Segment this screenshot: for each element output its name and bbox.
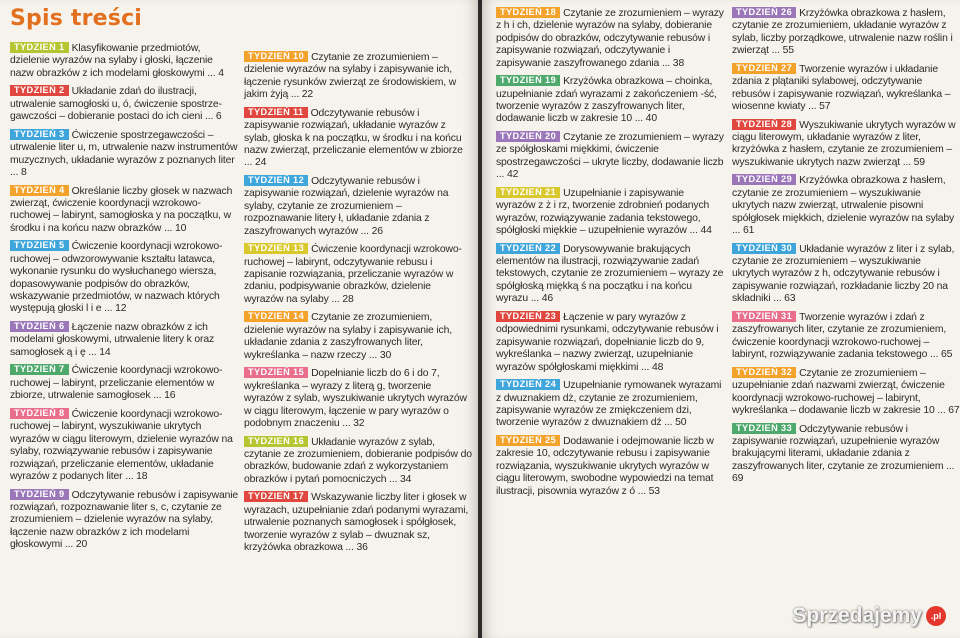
- toc-entry: [496, 75, 724, 126]
- toc-entry-text: Ćwiczenie koordynacji wzrokowo-ruchowej – labirynt, wyszukiwanie ukrytych wyrazów w ciągu literowym, dzielenie wyrazów na sylaby, rozwiązywanie rebusów i zapisywanie rozwiązań, przeliczanie elementów, układanie wyrazów z podanych liter ... 18: [10, 408, 233, 482]
- toc-entry-text: Dodawanie i odejmowanie liczb w zakresie 10, odczytywanie rebusu i zapisywanie rozwiązania, wyszukiwanie ukrytych wyrazów w ciągu literowym, swobodne wypowiedzi na temat ilustracji, pisownia wyrazów z ó ... 53: [496, 435, 714, 497]
- week-badge: TYDZIEŃ 25: [496, 435, 560, 446]
- toc-entry: [732, 311, 960, 362]
- toc-entry: [496, 243, 724, 306]
- toc-entry-text: Łączenie nazw obrazków z ich modelami głoskowymi, utrwalenie litery k oraz samogłosek ą i ę ... 14: [10, 322, 215, 358]
- toc-entry: [496, 187, 724, 238]
- toc-entry-text: Klasyfikowanie przedmiotów, dzielenie wyrazów na sylaby i głoski, łączenie nazw obrazków z ich modelami głoskowymi ... 4: [10, 43, 224, 79]
- week-badge: TYDZIEŃ 9: [10, 489, 69, 500]
- toc-entry-text: Krzyżówka obrazkowa z hasłem, czytanie ze zrozumieniem, układanie wyrazów z sylab, liczby porządkowe, utrwalenie nazw roślin i zwierząt ... 55: [732, 8, 953, 57]
- toc-entry: [10, 85, 238, 123]
- week-badge: TYDZIEŃ 22: [496, 243, 560, 254]
- week-badge: TYDZIEŃ 14: [244, 311, 308, 322]
- toc-column-1: [10, 42, 238, 557]
- toc-entry: [10, 408, 238, 483]
- week-badge: TYDZIEŃ 16: [244, 436, 308, 447]
- toc-entry-text: Ćwiczenie koordynacji wzrokowo-ruchowej – labirynt, odczytywanie rebusu i zapisanie rozwiązania, przeliczanie wyrazów w zdaniu, podpisywanie obrazków, dzielenie wyrazów na sylaby ... 28: [244, 244, 462, 305]
- week-badge: TYDZIEŃ 30: [732, 243, 796, 254]
- toc-entry-text: Łączenie w pary wyrazów z odpowiednimi rysunkami, odczytywanie rebusów i zapisywanie rozwiązań, dopełnianie liczb do 9, wykreślanka – nazwy zwierząt, uzupełnianie wyrazów spółgłoskami miękkimi ... 48: [496, 311, 719, 373]
- week-badge: TYDZIEŃ 28: [732, 119, 796, 130]
- right-page: [482, 0, 960, 638]
- toc-entry-text: Ćwiczenie koordynacji wzrokowo-ruchowej – labirynt, przeliczanie elementów w zbiorze, utrwalenie samogłosek ... 16: [10, 365, 223, 402]
- toc-entry: [10, 489, 238, 552]
- week-badge: TYDZIEŃ 26: [732, 7, 796, 18]
- toc-entry-text: Czytanie ze zrozumieniem – wyrazy ze spółgłoskami miękkimi, ćwiczenie spostrzegawczości – ukryte liczby, dodawanie liczb ... 42: [496, 132, 724, 181]
- toc-column-2: [244, 51, 472, 560]
- week-badge: TYDZIEŃ 6: [10, 321, 69, 332]
- toc-entry-text: Dorysowywanie brakujących elementów na ilustracji, rozwiązywanie zadań tekstowych, czytanie ze zrozumieniem – wyrazy ze spółgłoską miękką ś na początku i na końcu wyrazu ... 46: [496, 243, 724, 305]
- toc-entry: [732, 423, 960, 486]
- toc-entry: [496, 435, 724, 498]
- toc-entry-text: Krzyżówka obrazkowa z hasłem, czytanie ze zrozumieniem – wyszukiwanie ukrytych nazw zwierząt, utrwalenie pisowni spółgłosek miękkich, dzielenie wyrazów na sylaby ... 61: [732, 175, 955, 237]
- week-badge: TYDZIEŃ 4: [10, 185, 69, 196]
- toc-entry: [244, 107, 472, 170]
- week-badge: TYDZIEŃ 2: [10, 85, 69, 96]
- toc-entry-text: Ćwiczenie spostrzegawczości – utrwalenie liter u, m, utrwalenie nazw instrumentów muzycznych, układanie wyrazów z poznanych liter ... 8: [10, 129, 238, 179]
- week-badge: TYDZIEŃ 8: [10, 408, 69, 419]
- week-badge: TYDZIEŃ 32: [732, 367, 796, 378]
- toc-entry-text: Czytanie ze zrozumieniem – dzielenie wyrazów na sylaby i zapisywanie ich, łączenie rysunków zwierząt ze środowiskiem, w jakim żyją ... 22: [244, 52, 457, 101]
- toc-entry: [732, 174, 960, 237]
- week-badge: TYDZIEŃ 3: [10, 129, 69, 140]
- toc-entry: [732, 243, 960, 306]
- week-badge: TYDZIEŃ 24: [496, 379, 560, 390]
- toc-entry-text: Czytanie ze zrozumieniem, dzielenie wyrazów na sylaby i zapisywanie ich, układanie zdania z zaszyfrowanych liter, wykreślanka – nazw rzeczy ... 30: [244, 312, 452, 361]
- toc-entry-text: Odczytywanie rebusów i zapisywanie rozwiązań, dzielenie wyrazów na sylaby, czytanie ze zrozumieniem – rozpoznawanie litery ł, układanie zdania z zaszyfrowanych wyrazów ... 26: [244, 176, 449, 237]
- week-badge: TYDZIEŃ 18: [496, 7, 560, 18]
- toc-entry: [732, 367, 960, 418]
- toc-entry-text: Ćwiczenie koordynacji wzrokowo-ruchowej – odwzorowywanie kształtu latawca, wykonanie rysunku do wysłuchanego wiersza, dopasowywanie podpisów do obrazków, wskazywanie przedmiotów, w nazwach których występują głoski l i e ... 12: [10, 241, 223, 315]
- week-badge: TYDZIEŃ 12: [244, 175, 308, 186]
- toc-entry: [244, 367, 472, 430]
- week-badge: TYDZIEŃ 7: [10, 364, 69, 375]
- toc-entry-text: Krzyżówka obrazkowa – choinka, uzupełnianie zdań wyrazami z zakończeniem -ść, tworzenie wyrazów z zaszyfrowanych liter, dodawanie liczb w zakresie 10 ... 40: [496, 76, 717, 125]
- watermark-badge: .pl: [926, 606, 946, 626]
- toc-entry-text: Czytanie ze zrozumieniem – uzupełnianie zdań nazwami zwierząt, ćwiczenie koordynacji wzrokowo-ruchowej – labirynt, wykreślanka – dodawanie liczb w zakresie 10 ... 67: [732, 367, 960, 416]
- toc-entry-text: Określanie liczby głosek w nazwach zwierząt, ćwiczenie koordynacji wzrokowo-ruchowej – labirynt, samogłoska y na początku, w środku i na końcu nazw obrazków ... 10: [10, 185, 233, 234]
- week-badge: TYDZIEŃ 29: [732, 174, 796, 185]
- week-badge: TYDZIEŃ 1: [10, 42, 69, 53]
- toc-entry-text: Wskazywanie liczby liter i głosek w wyrazach, uzupełnianie zdań podanymi wyrazami, utrwalenie poznanych samogłosek i spółgłosek, tworzenie wyrazów z sylab – dwuznak sz, krzyżówka obrazkowa ... 36: [244, 492, 469, 553]
- week-badge: TYDZIEŃ 19: [496, 75, 560, 86]
- toc-entry: [10, 129, 238, 180]
- toc-entry: [496, 7, 724, 70]
- toc-entry: [244, 175, 472, 238]
- week-badge: TYDZIEŃ 21: [496, 187, 560, 198]
- toc-entry-text: Tworzenie wyrazów i zdań z zaszyfrowanych liter, czytanie ze zrozumieniem, ćwiczenie koordynacji wzrokowo-ruchowej – labirynt, rozwiązywanie zadania tekstowego ... 65: [732, 311, 953, 361]
- toc-entry-text: Układanie wyrazów z sylab, czytanie ze zrozumieniem, dobieranie podpisów do obrazków, budowanie zdań z wykorzystaniem obrazków i pytań pomocniczych ... 34: [244, 436, 472, 485]
- toc-entry: [10, 240, 238, 315]
- toc-entry: [244, 436, 472, 487]
- toc-entry: [10, 321, 238, 359]
- toc-entry: [732, 7, 960, 58]
- toc-entry: [10, 185, 238, 236]
- week-badge: TYDZIEŃ 15: [244, 367, 308, 378]
- week-badge: TYDZIEŃ 20: [496, 131, 560, 142]
- week-badge: TYDZIEŃ 17: [244, 491, 308, 502]
- toc-entry: [496, 131, 724, 182]
- toc-entry: [10, 42, 238, 80]
- toc-entry: [244, 51, 472, 102]
- toc-entry: [732, 119, 960, 170]
- left-page: [0, 0, 478, 638]
- toc-entry-text: Dopełnianie liczb do 6 i do 7, wykreślanka – wyrazy z literą g, tworzenie wyrazów z sylab, wyszukiwanie ukrytych wyrazów w ciągu literowym, łączenie w pary wyrazów o podobnym znaczeniu ... 32: [244, 368, 467, 429]
- toc-entry-text: Uzupełnianie rymowanek wyrazami z dwuznakiem dż, czytanie ze zrozumieniem, zapisywanie wyrazów ze zmiękczeniem dzi, tworzenie wyrazów z dwuznakiem dź ... 50: [496, 380, 722, 429]
- week-badge: TYDZIEŃ 33: [732, 423, 796, 434]
- week-badge: TYDZIEŃ 31: [732, 311, 796, 322]
- week-badge: TYDZIEŃ 23: [496, 311, 560, 322]
- toc-entry: [496, 379, 724, 430]
- toc-entry: [10, 364, 238, 402]
- watermark-logo: [792, 604, 946, 628]
- page-title: Spis treści: [10, 6, 143, 31]
- week-badge: TYDZIEŃ 5: [10, 240, 69, 251]
- toc-entry-text: Wyszukiwanie ukrytych wyrazów w ciągu literowym, układanie wyrazów z liter, krzyżówka z hasłem, czytanie ze zrozumieniem – wyszukiwanie ukrytych nazw zwierząt ... 59: [732, 119, 956, 168]
- toc-entry-text: Układanie zdań do ilustracji, utrwalenie samogłoski u, ó, ćwiczenie spostrze-gawczości – dobieranie postaci do ich cieni ... 6: [10, 86, 222, 123]
- toc-column-4: [732, 7, 960, 491]
- toc-column-3: [496, 7, 724, 503]
- toc-entry-text: Odczytywanie rebusów i zapisywanie rozwiązań, rozpoznawanie liter s, c, czytanie ze zrozumieniem – dzielenie wyrazów na sylaby, łączenie nazw obrazków z ich modelami głoskowymi ... 20: [10, 489, 238, 551]
- toc-entry-text: Tworzenie wyrazów i układanie zdania z plątaniki sylabowej, odczytywanie rebusów i zapisywanie rozwiązań, wykreślanka – wiosenne kwiaty ... 57: [732, 63, 951, 113]
- toc-entry-text: Odczytywanie rebusów i zapisywanie rozwiązań, uzupełnienie wyrazów brakującymi literami, układanie zdania z zaszyfrowanych liter, czytanie ze zrozumieniem ... 69: [732, 423, 955, 485]
- toc-entry-text: Uzupełnianie i zapisywanie wyrazów z ż i rz, tworzenie zdrobnień podanych wyrazów, rozwiązywanie zadania tekstowego, spółgłoski miękkie – uzupełnienie wyrazów ... 44: [496, 187, 712, 237]
- toc-entry-text: Odczytywanie rebusów i zapisywanie rozwiązań, układanie wyrazów z sylab, głoska k na początku, w środku i na końcu nazw zwierząt, przeliczanie elementów w zbiorze ... 24: [244, 107, 463, 169]
- week-badge: TYDZIEŃ 10: [244, 51, 308, 62]
- week-badge: TYDZIEŃ 27: [732, 63, 796, 74]
- toc-entry: [244, 491, 472, 554]
- toc-entry: [244, 311, 472, 362]
- toc-entry-text: Czytanie ze zrozumieniem – wyrazy z h i ch, dzielenie wyrazów na sylaby, dobieranie podpisów do obrazków, odczytywanie rebusów i zapisywanie rozwiązań, odczytywanie i zapisywanie zaszyfrowanego zdania ... 38: [496, 8, 724, 69]
- toc-entry: [496, 311, 724, 374]
- toc-entry-text: Układanie wyrazów z liter i z sylab, czytanie ze zrozumieniem – wyszukiwanie ukrytych wyrazów z h, odczytywanie rebusów i zapisywanie rozwiązań, rozkładanie liczby 20 na składniki ... 63: [732, 243, 955, 305]
- week-badge: TYDZIEŃ 11: [244, 107, 308, 118]
- toc-entry: [244, 243, 472, 306]
- toc-entry: [732, 63, 960, 114]
- week-badge: TYDZIEŃ 13: [244, 243, 308, 254]
- watermark-text: Sprzedajemy: [792, 604, 922, 627]
